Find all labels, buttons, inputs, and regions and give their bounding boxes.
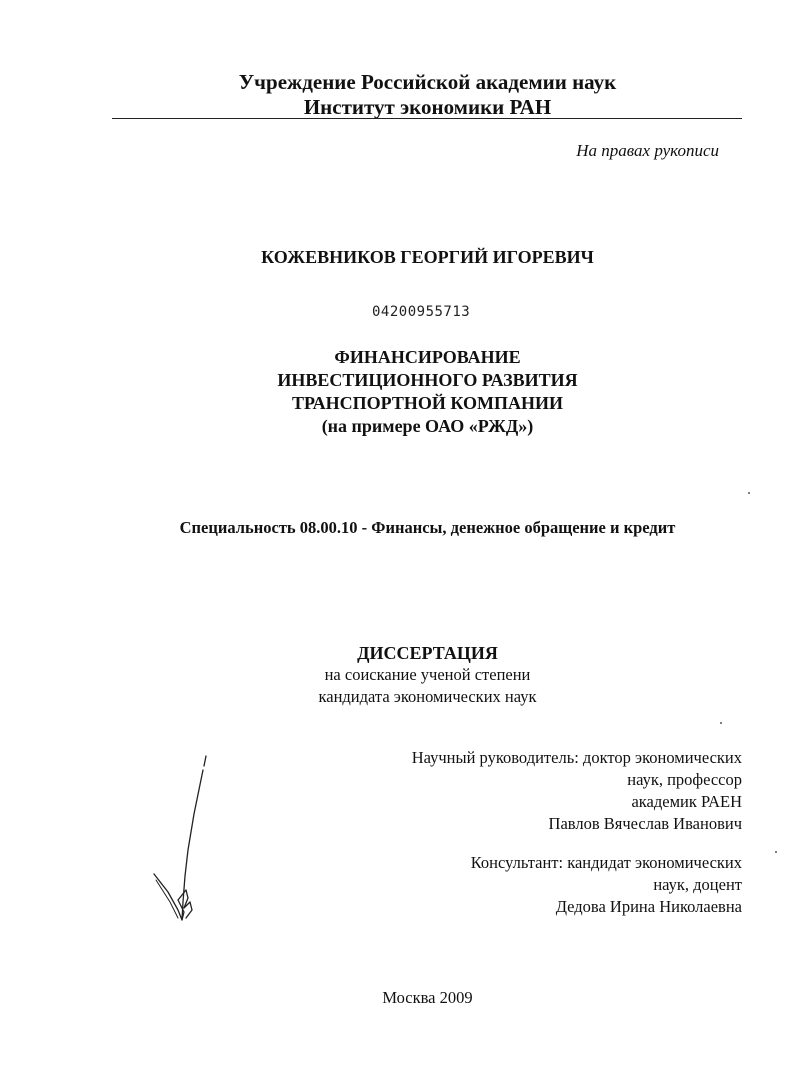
specialty: Специальность 08.00.10 - Финансы, денежное обращение и кредит bbox=[179, 518, 676, 537]
supervisor-line-1: Научный руководитель: доктор экономических bbox=[411, 748, 742, 767]
registration-code: 04200955713 bbox=[372, 304, 471, 320]
supervisor-line-2: наук, профессор bbox=[627, 770, 742, 789]
consultant-line-2: наук, доцент bbox=[653, 875, 742, 894]
supervisor-name: Павлов Вячеслав Иванович bbox=[548, 814, 742, 833]
manuscript-note: На правах рукописи bbox=[576, 141, 719, 160]
supervisor-line-3: академик РАЕН bbox=[631, 792, 742, 811]
consultant-line-1: Консультант: кандидат экономических bbox=[470, 853, 742, 872]
scan-speck bbox=[775, 851, 777, 853]
dissertation-heading: ДИССЕРТАЦИЯ bbox=[357, 643, 498, 663]
degree-line-2: кандидата экономических наук bbox=[318, 687, 537, 706]
thesis-title-line-4: (на примере ОАО «РЖД») bbox=[321, 416, 534, 436]
scan-speck bbox=[720, 722, 722, 724]
header-rule bbox=[112, 118, 742, 119]
institute-name: Институт экономики РАН bbox=[303, 95, 552, 119]
thesis-title-line-2: ИНВЕСТИЦИОННОГО РАЗВИТИЯ bbox=[277, 370, 578, 390]
institution-name: Учреждение Российской академии наук bbox=[238, 70, 617, 94]
degree-line-1: на соискание ученой степени bbox=[324, 665, 531, 684]
thesis-title-line-3: ТРАНСПОРТНОЙ КОМПАНИИ bbox=[291, 393, 564, 413]
author-name: КОЖЕВНИКОВ ГЕОРГИЙ ИГОРЕВИЧ bbox=[261, 247, 594, 267]
consultant-name: Дедова Ирина Николаевна bbox=[555, 897, 742, 916]
city-year: Москва 2009 bbox=[382, 988, 473, 1007]
handwritten-signature bbox=[148, 752, 218, 927]
scan-speck bbox=[748, 492, 750, 494]
thesis-title-line-1: ФИНАНСИРОВАНИЕ bbox=[334, 347, 521, 367]
